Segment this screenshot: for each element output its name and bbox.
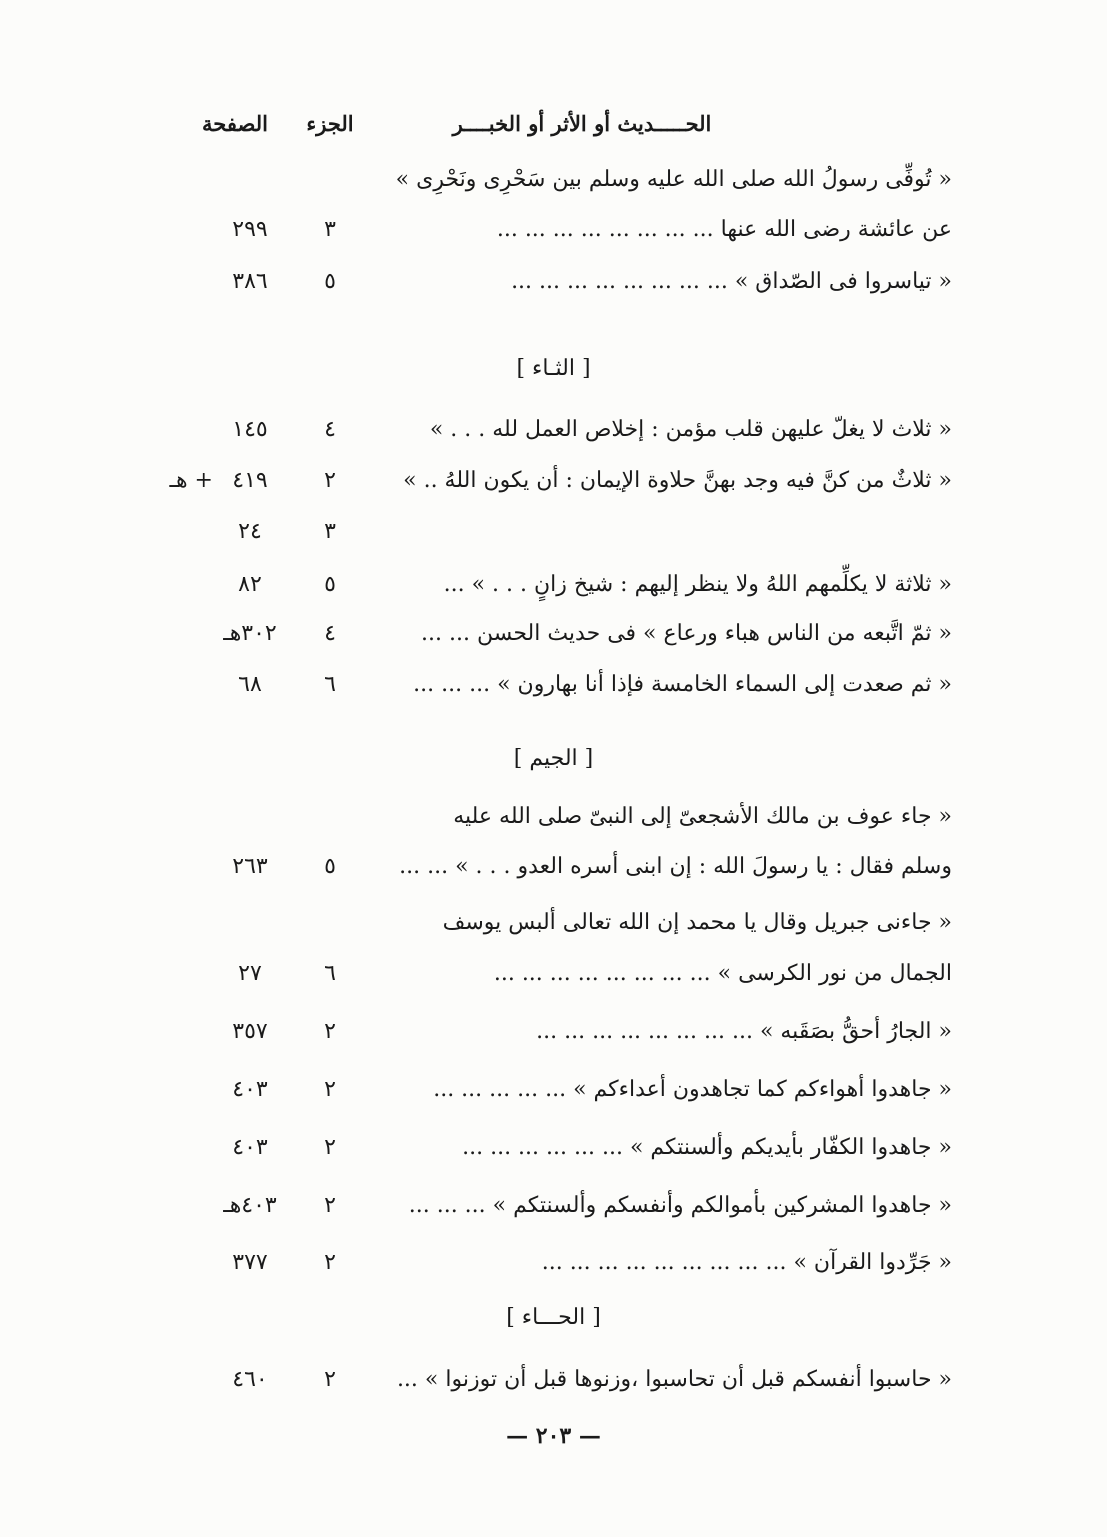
section-heading-tha: [ الثـاء ] [516,356,591,381]
entry-page [150,512,280,552]
entry-page-value: ٣٧٧ [232,1250,268,1275]
header-part-column: الجزء [306,111,354,136]
entry-part: ٥ [324,854,336,879]
header-hadith-column: الحـــــديث أو الأثر أو الخبــــر [452,111,712,136]
entry-text: عن عائشة رضى الله عنها ... ... ... ... ... ... ... ... [496,217,952,242]
entry-text: « جاهدوا المشركين بأموالكم وأنفسكم وألسنتكم » ... ... ... [408,1193,952,1218]
entry-text: « الجارُ أحقُّ بصَقَبه » ... ... ... ... ... ... ... ... [536,1019,952,1044]
entry-page [150,210,280,250]
entry-page-value: ٤١٩ [232,468,268,493]
entry-part: ٣ [324,217,336,242]
entry-text: « حاسبوا أنفسكم قبل أن تحاسبوا ،وزنوها قبل أن توزنوا » ... [396,1367,952,1392]
page-number: — ٢٠٣ — [506,1423,601,1449]
entry-part: ٢ [324,1367,336,1392]
entry-text: « جاهدوا الكفّار بأيديكم وألسنتكم » ... ... ... ... ... ... [462,1135,952,1160]
entry-text: « ثلاث لا يغلّ عليهن قلب مؤمن : إخلاص العمل لله . . . » [429,417,952,442]
entry-text: « ثلاثٌ من كنَّ فيه وجد بهنَّ حلاوة الإيمان : أن يكون اللهُ .. » [403,468,952,493]
entry-text: « تُوفِّى رسولُ الله صلى الله عليه وسلم بين سَحْرِى ونَحْرِى » [395,167,952,192]
entry-page [150,1070,280,1110]
entry-text: « ثمّ اتَّبعه من الناس هباء ورعاع » فى حديث الحسن ... ... [421,621,952,646]
entry-page-value: ٤٠٣ [232,1135,268,1160]
entry-page [150,461,280,501]
entry-page-value: ١٤٥ [232,417,268,442]
section-heading-ha: [ الحـــاء ] [506,1305,601,1330]
entry-text: الجمال من نور الكرسى » ... ... ... ... ... ... ... ... [493,961,952,986]
entry-page [150,565,280,605]
entry-page-value: ٤٠٣ [232,1077,268,1102]
entry-part: ٥ [324,269,336,294]
entry-part: ٢ [324,468,336,493]
entry-part: ٢ [324,1077,336,1102]
entry-part: ٤ [324,417,336,442]
entry-part: ٢ [324,1135,336,1160]
section-heading-jim: [ الجيم ] [513,746,594,771]
entry-part: ٥ [324,572,336,597]
entry-text: « جَرِّدوا القرآن » ... ... ... ... ... ... ... ... ... [541,1250,952,1275]
header-page-column: الصفحة [202,111,268,136]
entry-part: ٦ [324,672,336,697]
entry-page [150,1243,280,1283]
entry-text: وسلم فقال : يا رسولَ الله : إن ابنى أسره العدو . . . » ... ... [399,854,952,879]
entry-page-value: ٤٦٠ [232,1367,268,1392]
entry-page [150,614,280,654]
entry-page [150,954,280,994]
entry-part: ٦ [324,961,336,986]
entry-page-suffix: + هـ [169,468,213,493]
entry-page [150,1360,280,1400]
entry-part: ٢ [324,1019,336,1044]
entry-page [150,410,280,450]
entry-page-value: ٤٠٣هـ [223,1193,277,1218]
entry-part: ٢ [324,1250,336,1275]
entry-page [150,1186,280,1226]
entry-text: « جاهدوا أهواءكم كما تجاهدون أعداءكم » ... ... ... ... ... [433,1077,952,1102]
entry-part: ٢ [324,1193,336,1218]
entry-page-value: ٣٥٧ [232,1019,268,1044]
entry-page [150,665,280,705]
entry-page [150,1128,280,1168]
entry-page [150,847,280,887]
entry-page-value: ٣٠٢هـ [223,621,277,646]
entry-page-value: ٢٤ [238,519,262,544]
entry-page-value: ٢٩٩ [232,217,268,242]
entry-text: « ثلاثة لا يكلِّمهم اللهُ ولا ينظر إليهم : شيخ زانٍ . . . » ... [443,572,952,597]
entry-text: « جاءنى جبريل وقال يا محمد إن الله تعالى ألبس يوسف [442,910,952,935]
entry-page-value: ٢٧ [238,961,262,986]
entry-text: « جاء عوف بن مالك الأشجعىّ إلى النبىّ صلى الله عليه [453,804,952,829]
entry-part: ٤ [324,621,336,646]
entry-text: « ثم صعدت إلى السماء الخامسة فإذا أنا بهارون » ... ... ... [413,672,952,697]
entry-page-value: ٢٦٣ [232,854,268,879]
entry-page-value: ٣٨٦ [232,269,268,294]
entry-page-value: ٨٢ [238,572,262,597]
entry-part: ٣ [324,519,336,544]
entry-page [150,1012,280,1052]
entry-text: « تياسروا فى الصّداق » ... ... ... ... ... ... ... ... [511,269,952,294]
entry-page [150,262,280,302]
entry-page-value: ٦٨ [238,672,262,697]
